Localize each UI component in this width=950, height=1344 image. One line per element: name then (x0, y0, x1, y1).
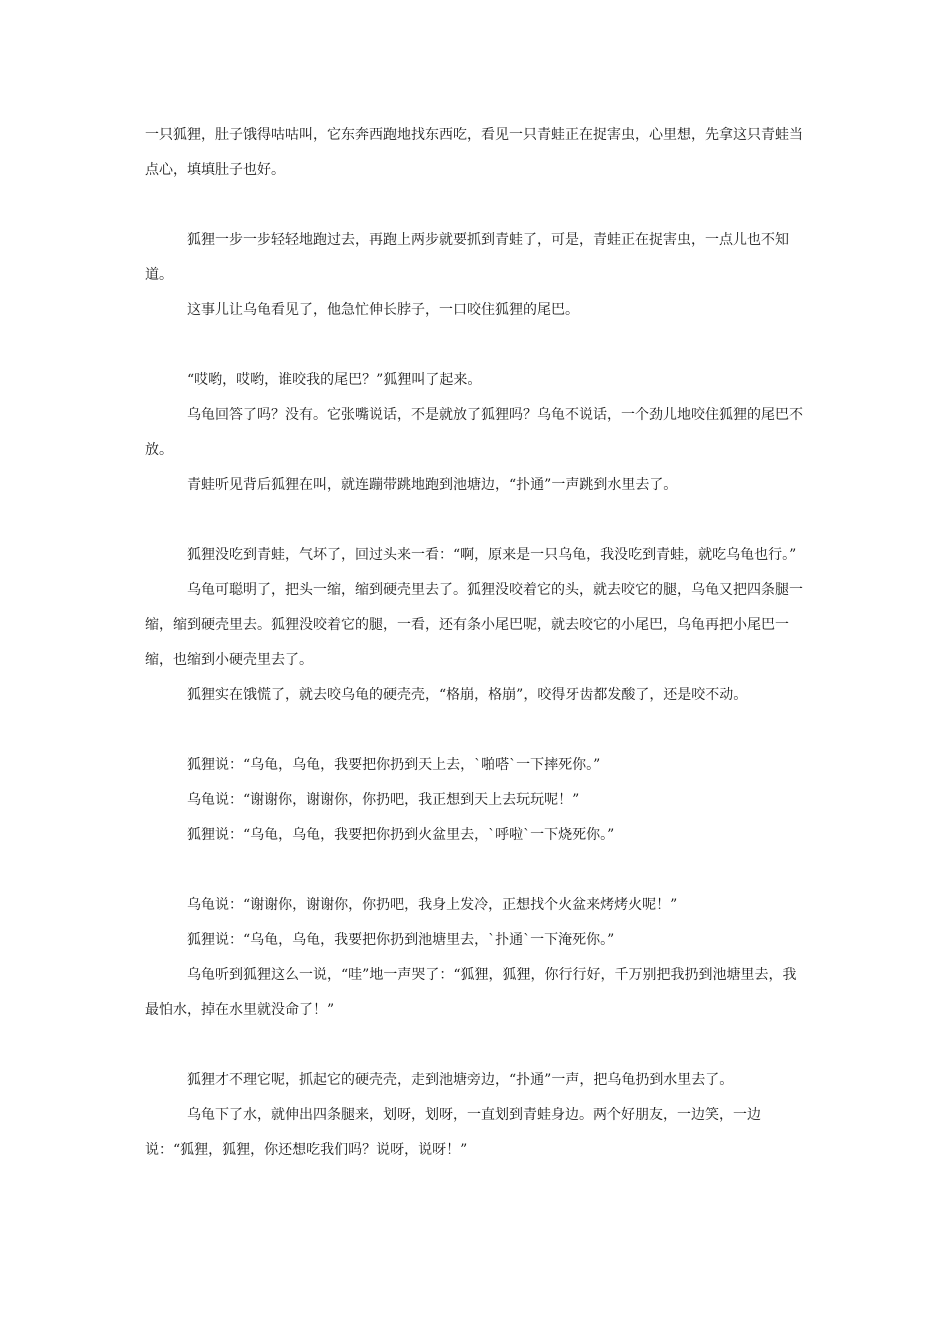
paragraph: 狐狸说：“乌龟，乌龟，我要把你扔到池塘里去，`扑通`一下淹死你。” (187, 932, 615, 948)
paragraph: 乌龟说：“谢谢你，谢谢你，你扔吧，我正想到天上去玩玩呢！” (187, 792, 580, 808)
paragraph: 乌龟回答了吗？没有。它张嘴说话，不是就放了狐狸吗？乌龟不说话，一个劲儿地咬住狐狸的尾巴不放。 (145, 407, 803, 458)
paragraph: 一只狐狸，肚子饿得咕咕叫，它东奔西跑地找东西吃，看见一只青蛙正在捉害虫，心里想，先拿这只青蛙当点心，填填肚子也好。 (145, 127, 803, 178)
paragraph: 狐狸没吃到青蛙，气坏了，回过头来一看：“啊，原来是一只乌龟，我没吃到青蛙，就吃乌龟也行。” (187, 547, 797, 563)
paragraph: 狐狸一步一步轻轻地跑过去，再跑上两步就要抓到青蛙了，可是，青蛙正在捉害虫，一点儿也不知道。 (145, 232, 789, 283)
paragraph: 这事儿让乌龟看见了，他急忙伸长脖子，一口咬住狐狸的尾巴。 (187, 302, 579, 318)
paragraph: 乌龟可聪明了，把头一缩，缩到硬壳里去了。狐狸没咬着它的头，就去咬它的腿，乌龟又把四条腿一缩，缩到硬壳里去。狐狸没咬着它的腿，一看，还有条小尾巴呢，就去咬它的小尾巴，乌龟再把小尾巴一缩，也缩到小硬壳里去了。 (145, 582, 803, 668)
paragraph: 狐狸说：“乌龟，乌龟，我要把你扔到火盆里去，`呼啦`一下烧死你。” (187, 827, 615, 843)
paragraph: 狐狸说：“乌龟，乌龟，我要把你扔到天上去，`啪嗒`一下摔死你。” (187, 757, 601, 773)
paragraph: 乌龟下了水，就伸出四条腿来，划呀，划呀，一直划到青蛙身边。两个好朋友，一边笑，一边说：“狐狸，狐狸，你还想吃我们吗？说呀，说呀！” (145, 1107, 761, 1158)
paragraph: 乌龟说：“谢谢你，谢谢你，你扔吧，我身上发冷，正想找个火盆来烤烤火呢！” (187, 897, 678, 913)
paragraph: “哎哟，哎哟，谁咬我的尾巴？”狐狸叫了起来。 (187, 372, 482, 388)
story-text (145, 118, 809, 1168)
paragraph: 狐狸才不理它呢，抓起它的硬壳壳，走到池塘旁边，“扑通”一声，把乌龟扔到水里去了。 (187, 1072, 734, 1088)
paragraph: 狐狸实在饿慌了，就去咬乌龟的硬壳壳，“格崩，格崩”，咬得牙齿都发酸了，还是咬不动。 (187, 687, 748, 703)
paragraph: 乌龟听到狐狸这么一说，“哇”地一声哭了：“狐狸，狐狸，你行行好，千万别把我扔到池塘里去，我最怕水，掉在水里就没命了！” (145, 967, 797, 1018)
paragraph: 青蛙听见背后狐狸在叫，就连蹦带跳地跑到池塘边，“扑通”一声跳到水里去了。 (187, 477, 678, 493)
